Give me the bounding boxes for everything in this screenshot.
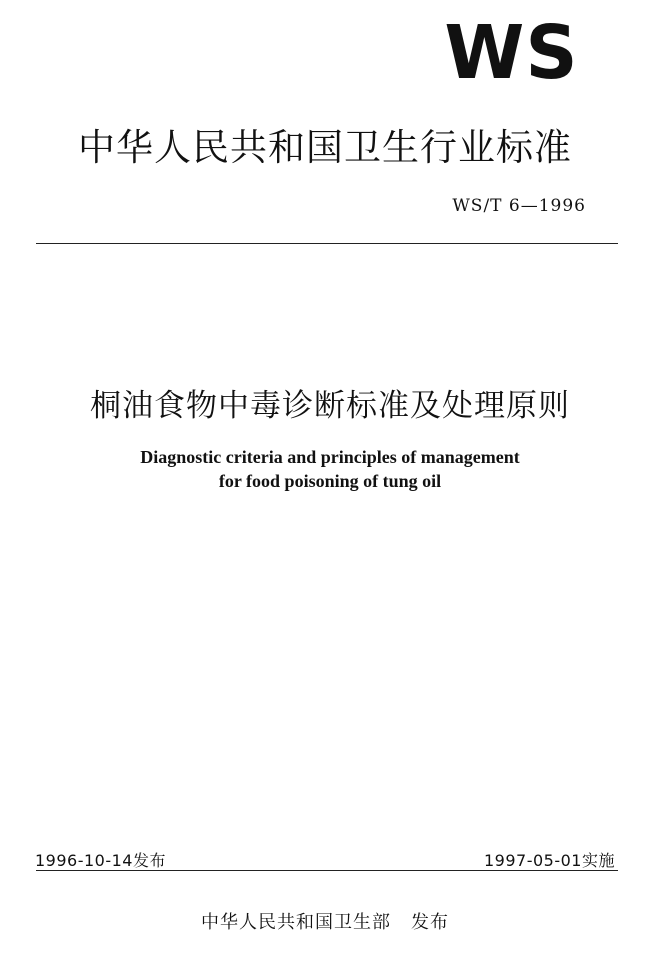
publisher-name: 中华人民共和国卫生部: [201, 912, 391, 933]
publisher-line: [0, 908, 650, 934]
bottom-divider: [36, 870, 618, 871]
top-divider: [36, 243, 618, 244]
standard-category-title: 中华人民共和国卫生行业标准: [78, 126, 572, 169]
document-title-chinese: 桐油食物中毒诊断标准及处理原则: [90, 388, 570, 424]
document-title-english: [60, 445, 600, 494]
document-title-english-line-2: for food poisoning of tung oil: [218, 471, 442, 492]
implementation-date: 1997-05-01实施: [484, 851, 615, 870]
document-title-english-line-1: Diagnostic criteria and principles of management: [140, 447, 520, 467]
standard-code: WS/T 6—1996: [452, 196, 586, 216]
publisher-action: 发布: [411, 912, 449, 933]
ws-logo: WS: [444, 10, 579, 96]
issue-date: 1996-10-14发布: [35, 851, 166, 870]
